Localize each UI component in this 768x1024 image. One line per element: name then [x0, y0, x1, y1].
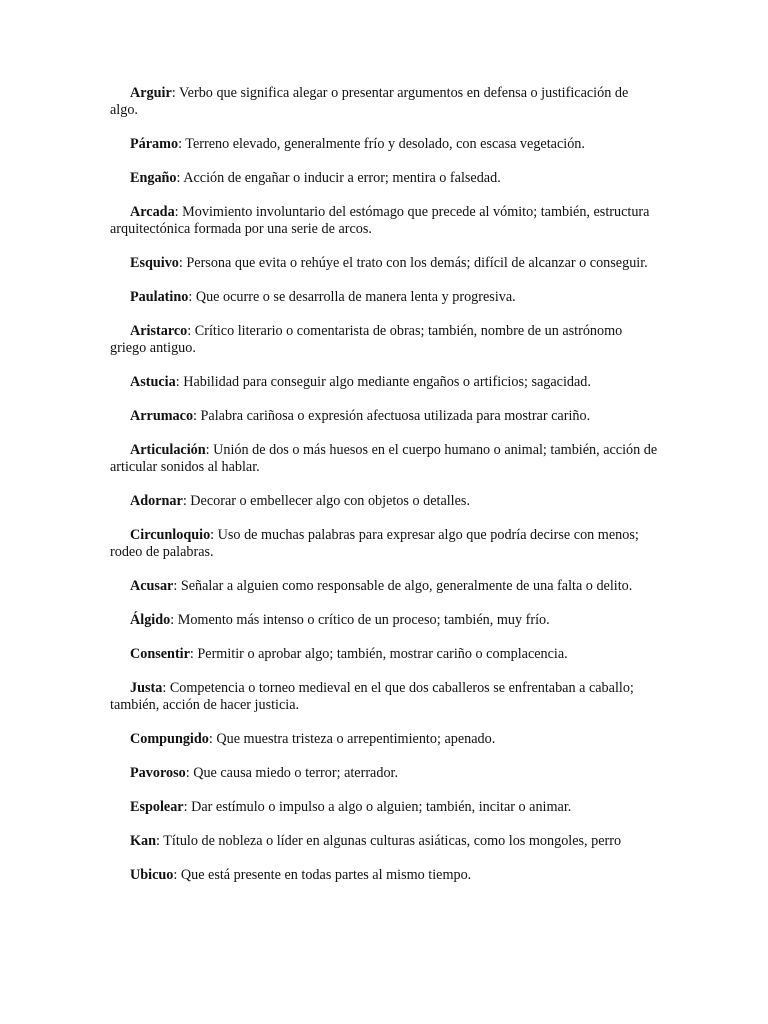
glossary-page	[110, 85, 658, 901]
glossary-entry	[110, 136, 658, 153]
entry-definition: : Dar estímulo o impulso a algo o alguien; también, incitar o animar.	[183, 799, 572, 815]
glossary-entry	[110, 680, 658, 714]
entry-term: Ubicuo	[130, 867, 174, 883]
entry-term: Kan	[130, 833, 157, 849]
glossary-entry	[110, 85, 658, 119]
entry-term: Álgido	[130, 612, 171, 628]
glossary-entry	[110, 867, 658, 884]
glossary-entry	[110, 731, 658, 748]
glossary-entry	[110, 170, 658, 187]
glossary-entry	[110, 323, 658, 357]
entry-term: Consentir	[130, 646, 190, 662]
entry-term: Pavoroso	[130, 765, 186, 781]
entry-definition: : Persona que evita o rehúye el trato con los demás; difícil de alcanzar o conseguir.	[178, 255, 648, 271]
glossary-entry	[110, 374, 658, 391]
entry-term: Adornar	[130, 493, 183, 509]
entry-term: Engaño	[130, 170, 177, 186]
entry-definition: : Que causa miedo o terror; aterrador.	[185, 765, 399, 781]
entry-term: Articulación	[130, 442, 206, 458]
entry-definition: : Habilidad para conseguir algo mediante engaños o artificios; sagacidad.	[175, 374, 591, 390]
entry-term: Compungido	[130, 731, 209, 747]
entry-term: Paulatino	[130, 289, 189, 305]
entry-term: Aristarco	[130, 323, 188, 339]
entry-definition: : Que ocurre o se desarrolla de manera lenta y progresiva.	[188, 289, 516, 305]
glossary-entry	[110, 289, 658, 306]
glossary-entry	[110, 204, 658, 238]
glossary-entry	[110, 527, 658, 561]
entry-definition: : Terreno elevado, generalmente frío y desolado, con escasa vegetación.	[178, 136, 585, 152]
entry-definition: : Título de nobleza o líder en algunas culturas asiáticas, como los mongoles, perro	[156, 833, 622, 849]
entry-term: Arguir	[130, 85, 172, 101]
glossary-entry	[110, 833, 658, 850]
entry-term: Circunloquio	[130, 527, 211, 543]
entry-definition: : Acción de engañar o inducir a error; mentira o falsedad.	[176, 170, 501, 186]
entry-definition: : Que está presente en todas partes al mismo tiempo.	[173, 867, 472, 883]
entry-term: Espolear	[130, 799, 184, 815]
entry-term: Arcada	[130, 204, 175, 220]
entry-definition: : Verbo que significa alegar o presentar argumentos en defensa o justificación de algo.	[110, 85, 629, 118]
entry-definition: : Unión de dos o más huesos en el cuerpo humano o animal; también, acción de articular sonidos al hablar.	[110, 442, 658, 475]
glossary-entry	[110, 799, 658, 816]
glossary-entry	[110, 578, 658, 595]
entry-definition: : Señalar a alguien como responsable de algo, generalmente de una falta o delito.	[173, 578, 633, 594]
entry-term: Páramo	[130, 136, 179, 152]
entry-term: Justa	[130, 680, 163, 696]
glossary-entry	[110, 255, 658, 272]
glossary-entry	[110, 612, 658, 629]
entry-term: Astucia	[130, 374, 176, 390]
glossary-entry	[110, 408, 658, 425]
glossary-entry	[110, 765, 658, 782]
glossary-entry	[110, 442, 658, 476]
entry-definition: : Momento más intenso o crítico de un proceso; también, muy frío.	[170, 612, 550, 628]
entry-term: Esquivo	[130, 255, 179, 271]
glossary-entry	[110, 493, 658, 510]
entry-term: Acusar	[130, 578, 174, 594]
entry-definition: : Palabra cariñosa o expresión afectuosa utilizada para mostrar cariño.	[193, 408, 591, 424]
entry-definition: : Uso de muchas palabras para expresar algo que podría decirse con menos; rodeo de palabras.	[110, 527, 639, 560]
entry-definition: : Permitir o aprobar algo; también, mostrar cariño o complacencia.	[189, 646, 568, 662]
entry-definition: : Crítico literario o comentarista de obras; también, nombre de un astrónomo griego antiguo.	[110, 323, 623, 356]
entry-definition: : Movimiento involuntario del estómago que precede al vómito; también, estructura arquitectónica formada por una serie de arcos.	[110, 204, 650, 237]
entry-definition: : Competencia o torneo medieval en el que dos caballeros se enfrentaban a caballo; también, acción de hacer justicia.	[110, 680, 634, 713]
entry-definition: : Decorar o embellecer algo con objetos o detalles.	[182, 493, 470, 509]
entry-term: Arrumaco	[130, 408, 194, 424]
entry-definition: : Que muestra tristeza o arrepentimiento; apenado.	[208, 731, 496, 747]
glossary-entry	[110, 646, 658, 663]
